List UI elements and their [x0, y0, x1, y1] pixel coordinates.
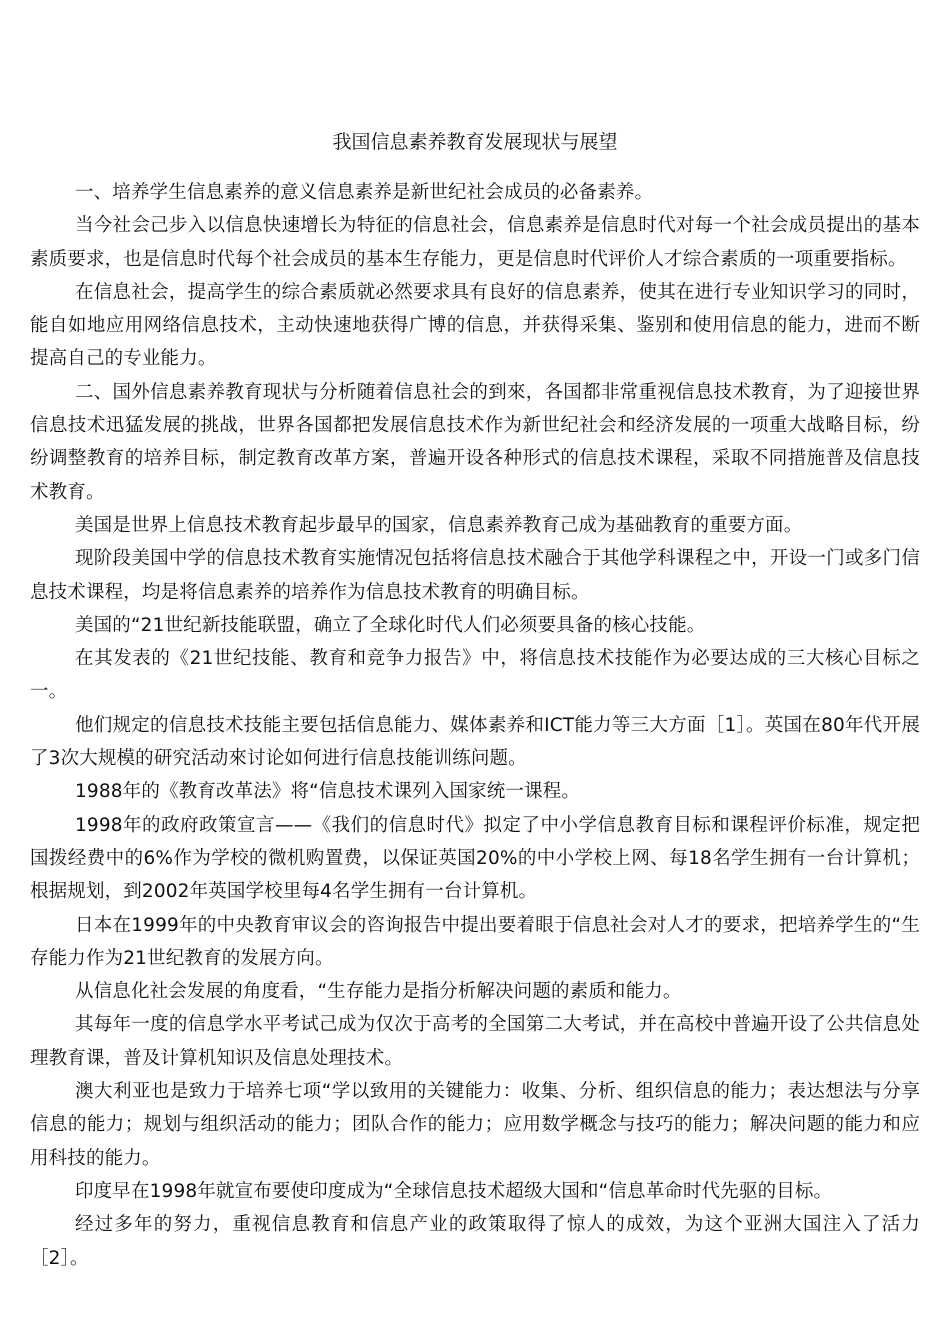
- paragraph-11: 1998年的政府政策宣言——《我们的信息时代》拟定了中小学信息教育目标和课程评价标准，规定把国拨经费中的6%作为学校的微机购置费，以保证英国20%的中小学校上网、每18名学生拥有一台计算机；根据规划，到2002年英国学校里每4名学生拥有一台计算机。: [30, 814, 920, 903]
- document-title: 我国信息素养教育发展现状与展望: [332, 131, 618, 153]
- paragraph-2: 当今社会己步入以信息快速增长为特征的信息社会，信息素养是信息时代对每一个社会成员提出的基本素质要求，也是信息时代每个社会成员的基本生存能力，更是信息时代评价人才综合素质的一项重要指标。: [30, 215, 920, 270]
- paragraph-10: 1988年的《教育改革法》将“信息技术课列入国家统一课程。: [75, 781, 581, 803]
- paragraph-3: 在信息社会，提高学生的综合素质就必然要求具有良好的信息素养，使其在进行专业知识学习的同时，能自如地应用网络信息技术，主动快速地获得广博的信息，并获得采集、鉴别和使用信息的能力，进而不断提高自己的专业能力。: [30, 281, 920, 370]
- paragraph-14: 其每年一度的信息学水平考试己成为仅次于高考的全国第二大考试，并在高校中普遍开设了公共信息处理教育课，普及计算机知识及信息处理技术。: [30, 1014, 920, 1069]
- paragraph-13: 从信息化社会发展的角度看，“生存能力是指分析解决问题的素质和能力。: [75, 981, 682, 1003]
- paragraph-5: 美国是世界上信息技术教育起步最早的国家，信息素养教育己成为基础教育的重要方面。: [75, 514, 803, 536]
- document-body: [30, 176, 920, 1275]
- paragraph-1: 一、培养学生信息素养的意义信息素养是新世纪社会成员的必备素养。: [75, 182, 654, 203]
- paragraph-6: 现阶段美国中学的信息技术教育实施情况包括将信息技术融合于其他学科课程之中，开设一门或多门信息技术课程，均是将信息素养的培养作为信息技术教育的明确目标。: [30, 548, 920, 603]
- paragraph-8: 在其发表的《21世纪技能、教育和竞争力报告》中，将信息技术技能作为必要达成的三大核心目标之一。: [30, 648, 920, 703]
- paragraph-4: 二、国外信息素养教育现状与分析随着信息社会的到來，各国都非常重视信息技术教育，为了迎接世界信息技术迅猛发展的挑战，世界各国都把发展信息技术作为新世纪社会和经济发展的一项重大战略目标，纷纷调整教育的培养目标，制定教育改革方案，普遍开设各种形式的信息技术课程，采取不同措施普及信息技术教育。: [30, 381, 920, 503]
- paragraph-12: 日本在1999年的中央教育审议会的咨询报告中提出要着眼于信息社会对人才的要求，把培养学生的“生存能力作为21世纪教育的发展方向。: [30, 914, 920, 969]
- paragraph-15: 澳大利亚也是致力于培养七项“学以致用的关键能力：收集、分析、组织信息的能力；表达想法与分享信息的能力；规划与组织活动的能力；团队合作的能力；应用数学概念与技巧的能力；解决问题的能力和应用科技的能力。: [30, 1081, 920, 1169]
- paragraph-17: 经过多年的努力，重视信息教育和信息产业的政策取得了惊人的成效，为这个亚洲大国注入了活力［2］。: [30, 1214, 920, 1269]
- paragraph-16: 印度早在1998年就宣布要使印度成为“全球信息技术超级大国和“信息革命时代先驱的目标。: [75, 1180, 833, 1202]
- paragraph-7: 美国的“21世纪新技能联盟，确立了全球化时代人们必须要具备的核心技能。: [75, 614, 706, 636]
- paragraph-9: 他们规定的信息技术技能主要包括信息能力、媒体素养和ICT能力等三大方面［1］。英国在80年代开展了3次大规模的研究活动來讨论如何进行信息技能训练问题。: [30, 714, 920, 770]
